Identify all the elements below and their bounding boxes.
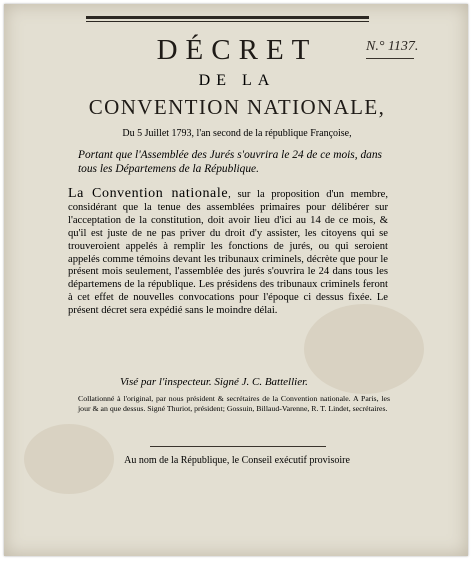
decree-number: N.° 1137. [366,39,419,54]
document-subtitle: DE LA [198,72,276,89]
decree-summary: Portant que l'Assemblée des Jurés s'ouvrira le 24 de ce mois, dans tous les Départemens de la République. [78,149,382,175]
number-underline [366,58,414,59]
dateline: Du 5 Juillet 1793, l'an second de la république Françoise, [122,128,352,139]
decree-body-lead: La Convention nationale [68,186,229,201]
header-rule-thin [86,21,369,22]
document-title: DÉCRET [156,34,318,66]
separator-rule [150,446,326,447]
decree-body [68,188,388,318]
convention-heading: CONVENTION NATIONALE, [88,95,386,119]
collation-note: Collationné à l'original, par nous président & secrétaires de la Convention nationale. A Paris, les jour & an que dessus. Signé Thuriot, président; Gossuin, Billaud-Varenne, R. T. Lindet, secrétaires. [78,394,390,414]
decree-body-text: , sur la proposition d'un membre, considérant que la tenue des assemblées primaires pour délibérer sur l'acceptation de la constitution, doit avoir lieu d'ici au 14 de ce mois, & qu'il est juste de ne pas priver du droit d'y assister, les citoyens qui se trouveroient appelés à remplir les fonctions de jurés, ou qui seroient appelés comme témoins devant les tribunaux criminels, décrète que pour le présent mois seulement, l'assemblée des jurés s'ouvrira le 24 dans tous les départemens de la république. Les présidens des tribunaux criminels feront à cet effet de nouvelles convocations pour l'époque ci dessus fixée. Le présent décret sera expédié sans le moindre délai. [68,189,388,317]
inspector-signature: Visé par l'inspecteur. Signé J. C. Battellier. [120,376,308,388]
executive-council-line: Au nom de la République, le Conseil exécutif provisoire [124,455,350,466]
header-rule [86,16,369,19]
